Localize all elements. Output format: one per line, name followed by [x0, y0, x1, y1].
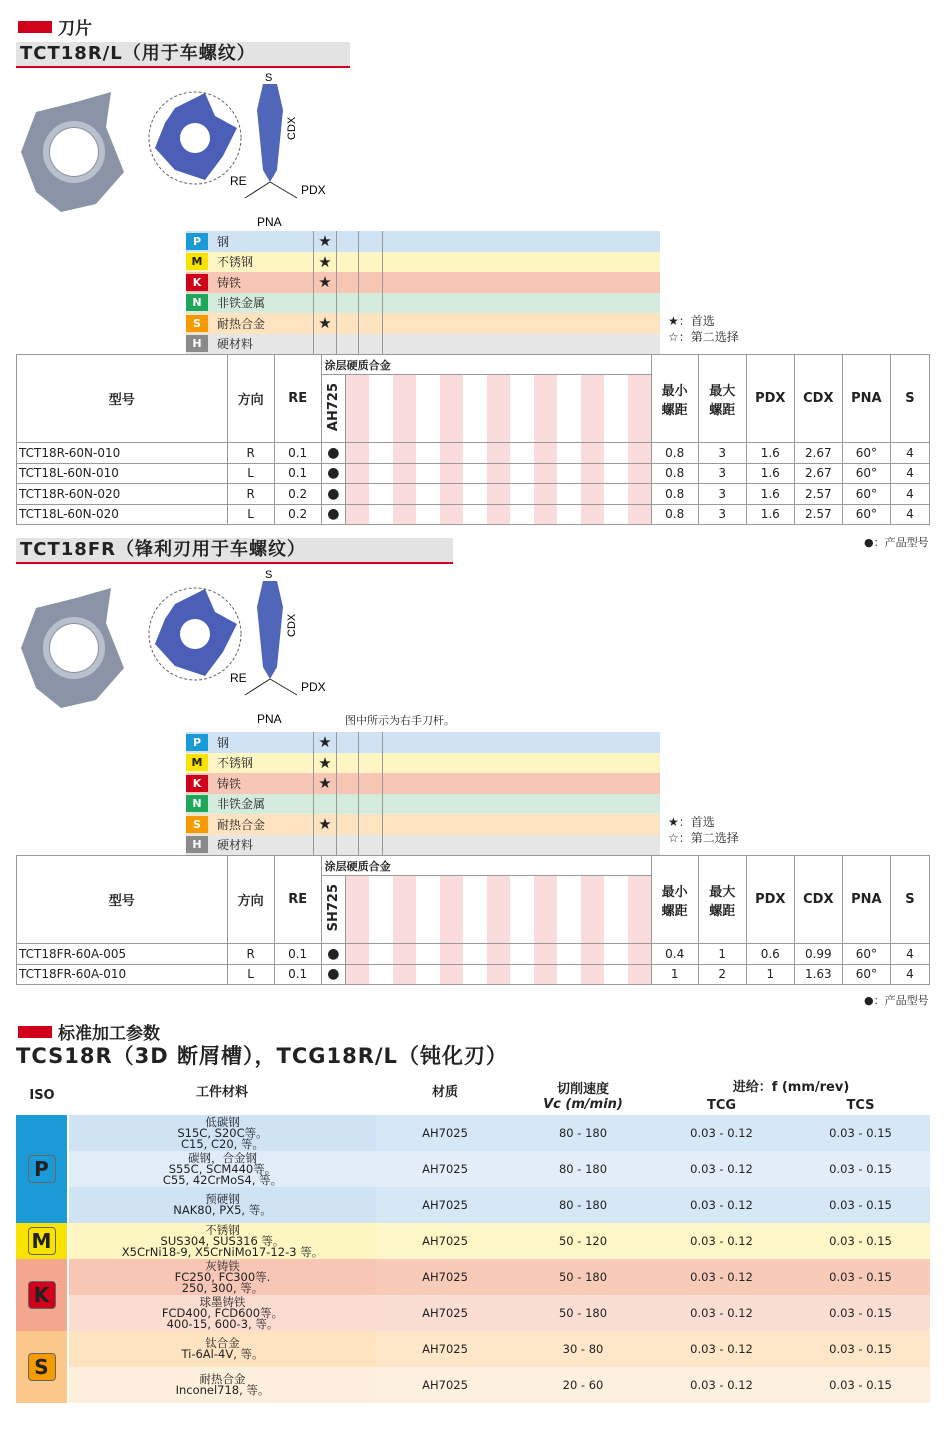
cell-value: 4 — [890, 944, 929, 965]
dimension-diagram-1 — [225, 70, 345, 230]
cell-value: 60° — [842, 944, 890, 965]
cell-value: 60° — [842, 484, 890, 505]
cell-value: 0.8 — [651, 504, 698, 525]
image-note: 图中所示为右手刀杆。 — [345, 714, 455, 727]
cell-grade: AH7025 — [422, 1198, 468, 1212]
hdr-min — [651, 355, 698, 443]
cell-dir: R — [227, 443, 274, 464]
cell-re: 0.2 — [274, 504, 321, 525]
hdr-max2: 螺距 — [709, 402, 736, 418]
wm-line2: NAK80, PX5, 等。 — [173, 1203, 272, 1217]
cell-speed: 80 - 180 — [558, 1162, 608, 1176]
cell-value: 60° — [842, 443, 890, 464]
wm-line2: SUS304, SUS316 等。 — [160, 1233, 285, 1248]
hdr-coat: 涂层硬质合金 — [321, 355, 651, 375]
dim-pdx-1: PDX — [301, 183, 326, 197]
dim-pna-1: PNA — [257, 215, 282, 229]
cell-value: 0.8 — [651, 463, 698, 484]
material-row — [186, 794, 660, 815]
dim-cdx-2: CDX — [286, 613, 298, 637]
material-name: 铸铁 — [217, 275, 242, 290]
iso-cell — [16, 1259, 68, 1331]
cell-model: TCT18L-60N-010 — [17, 463, 228, 484]
hdr-dir: 方向 — [227, 856, 274, 944]
cell-avail: ● — [321, 964, 346, 985]
hdr-pdx: PDX — [746, 856, 794, 944]
iso-code: K — [186, 775, 208, 792]
wm-line1: 碳钢，合金钢 — [188, 1150, 257, 1165]
cell-tcg: 0.03 - 0.12 — [690, 1306, 753, 1320]
dim-s-1: S — [265, 72, 273, 84]
hdr-cdx: CDX — [794, 856, 842, 944]
cell-value: 2.57 — [794, 504, 842, 525]
cell-value: 4 — [890, 504, 929, 525]
cell-tcs: 0.03 - 0.15 — [829, 1378, 892, 1392]
hdr-re: RE — [274, 856, 321, 944]
cell-avail: ● — [321, 944, 346, 965]
hdr-min — [651, 856, 698, 944]
table-row — [17, 944, 930, 965]
section-params-label: 标准加工参数 — [58, 1024, 160, 1044]
cell-re: 0.1 — [274, 443, 321, 464]
footnote-2: ●：产品型号 — [864, 994, 929, 1007]
hdr-iso: ISO — [29, 1087, 55, 1103]
cell-speed: 50 - 180 — [558, 1306, 608, 1320]
iso-p-badge: P — [28, 1155, 56, 1183]
star-mark: ★ — [313, 231, 337, 252]
iso-code: P — [186, 233, 208, 250]
hdr-coat: 涂层硬质合金 — [321, 856, 651, 876]
footnote-1: ●：产品型号 — [864, 536, 929, 549]
section-blade-label: 刀片 — [58, 19, 92, 39]
cell-value: 2.57 — [794, 484, 842, 505]
table-row — [16, 1223, 930, 1259]
dim-pna-2: PNA — [257, 712, 282, 726]
dim-re-2: RE — [230, 671, 247, 685]
cell-speed: 30 - 80 — [562, 1342, 604, 1356]
star-mark: ★ — [313, 313, 337, 334]
cell-value: 1 — [746, 964, 794, 985]
star-mark: ★ — [313, 732, 337, 753]
work-material — [68, 1187, 376, 1223]
hdr-pna: PNA — [842, 355, 890, 443]
cell-value: 1.6 — [746, 463, 794, 484]
hdr-max1: 最大 — [709, 383, 736, 399]
hdr-max2: 螺距 — [709, 903, 736, 919]
cell-tcg: 0.03 - 0.12 — [690, 1198, 753, 1212]
iso-cell — [16, 1331, 68, 1403]
table-row — [16, 1187, 930, 1223]
cell-dir: L — [227, 463, 274, 484]
cell-value: 0.8 — [651, 484, 698, 505]
grade-cell — [321, 375, 346, 443]
cell-grade: AH7025 — [422, 1342, 468, 1356]
iso-cell — [16, 1223, 68, 1259]
cell-tcs: 0.03 - 0.15 — [829, 1198, 892, 1212]
table-row — [16, 1259, 930, 1295]
table-row — [17, 463, 930, 484]
cell-speed: 50 - 120 — [558, 1234, 608, 1248]
star-mark — [313, 334, 337, 355]
iso-s-badge: S — [28, 1353, 56, 1381]
material-row — [186, 753, 660, 774]
hdr-max1: 最大 — [709, 884, 736, 900]
work-material — [68, 1259, 376, 1295]
hdr-max — [698, 856, 746, 944]
iso-m-badge: M — [28, 1227, 56, 1255]
wm-line1: 低碳钢 — [205, 1114, 240, 1129]
cell-avail: ● — [321, 463, 346, 484]
cell-value: 1.6 — [746, 484, 794, 505]
cell-value: 2.67 — [794, 463, 842, 484]
cell-value: 0.4 — [651, 944, 698, 965]
table-row — [17, 443, 930, 464]
material-name: 不锈钢 — [217, 255, 254, 270]
table-row — [17, 484, 930, 505]
cell-value: 4 — [890, 964, 929, 985]
cell-value: 4 — [890, 443, 929, 464]
hdr-max — [698, 355, 746, 443]
table-row — [17, 504, 930, 525]
cell-value: 1 — [651, 964, 698, 985]
material-name: 硬材料 — [217, 838, 254, 853]
hdr-speed — [514, 1075, 652, 1115]
hdr-s: S — [890, 355, 929, 443]
material-row — [186, 293, 660, 314]
wm-line2: Ti-6Al-4V, 等。 — [181, 1347, 264, 1361]
dim-re-1: RE — [230, 174, 247, 188]
iso-code: P — [186, 734, 208, 751]
material-row — [186, 835, 660, 856]
iso-code: M — [186, 253, 208, 270]
cell-dir: L — [227, 964, 274, 985]
hdr-speed-label: 切削速度 — [556, 1082, 609, 1097]
iso-code: S — [186, 315, 208, 332]
cell-avail: ● — [321, 484, 346, 505]
hdr-dir: 方向 — [227, 355, 274, 443]
table-row — [17, 964, 930, 985]
cell-value: 1.63 — [794, 964, 842, 985]
dim-pdx-2: PDX — [301, 680, 326, 694]
iso-code: H — [186, 335, 208, 352]
cell-model: TCT18FR-60A-005 — [17, 944, 228, 965]
iso-code: N — [186, 294, 208, 311]
cell-value: 1.6 — [746, 504, 794, 525]
material-name: 钢 — [217, 234, 230, 249]
material-name: 钢 — [217, 735, 230, 750]
cell-model: TCT18R-60N-010 — [17, 443, 228, 464]
star-mark: ★ — [313, 272, 337, 293]
cell-tcg: 0.03 - 0.12 — [690, 1270, 753, 1284]
hdr-re: RE — [274, 355, 321, 443]
wm-line3: C55, 42CrMoS4, 等。 — [162, 1172, 283, 1187]
cell-value: 3 — [698, 443, 746, 464]
cell-grade: AH7025 — [422, 1162, 468, 1176]
cell-tcs: 0.03 - 0.15 — [829, 1126, 892, 1140]
cell-tcg: 0.03 - 0.12 — [690, 1342, 753, 1356]
cell-value: 1 — [698, 944, 746, 965]
wm-line3: 400-15, 600-3, 等。 — [166, 1316, 279, 1331]
iso-code: M — [186, 754, 208, 771]
product1-title: TCT18R/L（用于车螺纹） — [16, 42, 350, 68]
hdr-model: 型号 — [17, 355, 228, 443]
star-mark — [313, 794, 337, 815]
cell-tcs: 0.03 - 0.15 — [829, 1342, 892, 1356]
section-blade — [18, 14, 92, 39]
iso-code: N — [186, 795, 208, 812]
cell-grade: AH7025 — [422, 1378, 468, 1392]
cell-value: 4 — [890, 484, 929, 505]
product2-title: TCT18FR（锋利刃用于车螺纹） — [16, 538, 453, 564]
cell-model: TCT18L-60N-020 — [17, 504, 228, 525]
wm-line3: X5CrNi18-9, X5CrNiMo17-12-3 等。 — [121, 1244, 324, 1259]
iso-code: K — [186, 274, 208, 291]
wm-line2: S15C, S20C等。 — [177, 1125, 268, 1140]
cell-dir: R — [227, 944, 274, 965]
cell-dir: R — [227, 484, 274, 505]
star-mark — [313, 293, 337, 314]
legend-second: ☆：第二选择 — [668, 831, 739, 845]
work-material — [68, 1367, 376, 1403]
star-mark — [313, 835, 337, 856]
legend-2 — [668, 814, 739, 846]
hdr-tcs: TCS — [846, 1097, 875, 1113]
cell-value: 1.6 — [746, 443, 794, 464]
iso-code: H — [186, 836, 208, 853]
iso-k-badge: K — [28, 1281, 56, 1309]
table-row — [16, 1115, 930, 1151]
cell-re: 0.1 — [274, 964, 321, 985]
hdr-vc: Vc (m/min) — [543, 1097, 623, 1112]
cell-model: TCT18R-60N-020 — [17, 484, 228, 505]
insert-photo-1 — [16, 92, 126, 212]
table-row — [16, 1151, 930, 1187]
cell-value: 60° — [842, 964, 890, 985]
hdr-min2: 螺距 — [661, 402, 688, 418]
table-row — [16, 1331, 930, 1367]
wm-line1: 耐热合金 — [199, 1372, 246, 1386]
wm-line3: C15, C20, 等。 — [181, 1136, 264, 1151]
wm-line2: Inconel718, 等。 — [175, 1383, 270, 1397]
cell-tcs: 0.03 - 0.15 — [829, 1270, 892, 1284]
material-name: 硬材料 — [217, 337, 254, 352]
dimension-diagram-2 — [225, 567, 345, 727]
dim-cdx-1: CDX — [286, 116, 298, 140]
cell-tcg: 0.03 - 0.12 — [690, 1126, 753, 1140]
work-material — [68, 1223, 376, 1259]
grade-cell — [321, 876, 346, 944]
cell-value: 0.99 — [794, 944, 842, 965]
cell-tcs: 0.03 - 0.15 — [829, 1306, 892, 1320]
cell-grade: AH7025 — [422, 1126, 468, 1140]
hdr-tcg: TCG — [706, 1097, 737, 1113]
cell-value: 60° — [842, 504, 890, 525]
cell-avail: ● — [321, 504, 346, 525]
material-row — [186, 814, 660, 835]
spec-table-2 — [16, 855, 930, 985]
cell-value: 0.6 — [746, 944, 794, 965]
grade-label: AH725 — [325, 382, 341, 432]
hdr-min1: 最小 — [661, 383, 688, 399]
grade-label: SH725 — [325, 884, 341, 932]
cell-tcg: 0.03 - 0.12 — [690, 1162, 753, 1176]
cell-speed: 80 - 180 — [558, 1126, 608, 1140]
cell-value: 2.67 — [794, 443, 842, 464]
star-mark: ★ — [313, 252, 337, 273]
cell-grade: AH7025 — [422, 1306, 468, 1320]
wm-line2: FCD400, FCD600等。 — [161, 1305, 284, 1320]
work-material — [68, 1331, 376, 1367]
insert-photo-2 — [16, 588, 126, 708]
star-mark: ★ — [313, 814, 337, 835]
spec-table-1 — [16, 354, 930, 525]
cell-value: 60° — [842, 463, 890, 484]
material-table-1 — [186, 231, 660, 354]
wm-line1: 不锈钢 — [205, 1222, 240, 1237]
wm-line1: 灰铸铁 — [205, 1258, 240, 1273]
work-material — [68, 1151, 376, 1187]
cell-re: 0.2 — [274, 484, 321, 505]
hdr-model: 型号 — [17, 856, 228, 944]
table-row — [16, 1295, 930, 1331]
hdr-work: 工件材料 — [195, 1085, 248, 1100]
material-name: 耐热合金 — [217, 316, 266, 331]
hdr-feed: 进给：f (mm/rev) — [732, 1079, 850, 1095]
cell-tcs: 0.03 - 0.15 — [829, 1234, 892, 1248]
wm-line1: 球墨铸铁 — [199, 1294, 246, 1309]
material-name: 铸铁 — [217, 776, 242, 791]
material-name: 不锈钢 — [217, 756, 254, 771]
cell-grade: AH7025 — [422, 1270, 468, 1284]
work-material — [68, 1115, 376, 1151]
material-name: 耐热合金 — [217, 817, 266, 832]
material-row — [186, 732, 660, 753]
material-row — [186, 272, 660, 293]
legend-first: ★：首选 — [668, 815, 715, 829]
cell-tcg: 0.03 - 0.12 — [690, 1234, 753, 1248]
work-material — [68, 1295, 376, 1331]
cell-tcs: 0.03 - 0.15 — [829, 1162, 892, 1176]
wm-line2: S55C, SCM440等。 — [168, 1161, 277, 1176]
iso-code: S — [186, 816, 208, 833]
material-name: 非铁金属 — [217, 797, 266, 812]
material-row — [186, 334, 660, 355]
param-title: TCS18R（3D 断屑槽），TCG18R/L（钝化刃） — [16, 1044, 508, 1068]
hdr-grade: 材质 — [431, 1085, 458, 1100]
cell-speed: 20 - 60 — [562, 1378, 604, 1392]
cell-re: 0.1 — [274, 463, 321, 484]
star-mark: ★ — [313, 773, 337, 794]
cell-dir: L — [227, 504, 274, 525]
material-table-2 — [186, 732, 660, 855]
param-table — [16, 1075, 930, 1403]
material-row — [186, 313, 660, 334]
hdr-pdx: PDX — [746, 355, 794, 443]
hdr-s: S — [890, 856, 929, 944]
hdr-min1: 最小 — [661, 884, 688, 900]
hdr-min2: 螺距 — [661, 903, 688, 919]
cell-value: 3 — [698, 504, 746, 525]
cell-speed: 80 - 180 — [558, 1198, 608, 1212]
material-row — [186, 231, 660, 252]
iso-cell — [16, 1115, 68, 1223]
cell-speed: 50 - 180 — [558, 1270, 608, 1284]
wm-line1: 钛合金 — [205, 1336, 240, 1350]
material-row — [186, 252, 660, 273]
cell-value: 3 — [698, 463, 746, 484]
cell-value: 2 — [698, 964, 746, 985]
legend-1 — [668, 313, 739, 345]
hdr-pna: PNA — [842, 856, 890, 944]
wm-line3: 250, 300, 等。 — [181, 1280, 264, 1295]
material-name: 非铁金属 — [217, 296, 266, 311]
star-mark: ★ — [313, 753, 337, 774]
dim-s-2: S — [265, 569, 273, 581]
cell-tcg: 0.03 - 0.12 — [690, 1378, 753, 1392]
cell-grade: AH7025 — [422, 1234, 468, 1248]
wm-line2: FC250, FC300等. — [174, 1269, 271, 1284]
hdr-cdx: CDX — [794, 355, 842, 443]
cell-avail: ● — [321, 443, 346, 464]
legend-second: ☆：第二选择 — [668, 330, 739, 344]
table-row — [16, 1367, 930, 1403]
material-row — [186, 773, 660, 794]
cell-value: 0.8 — [651, 443, 698, 464]
cell-model: TCT18FR-60A-010 — [17, 964, 228, 985]
cell-value: 3 — [698, 484, 746, 505]
cell-value: 4 — [890, 463, 929, 484]
cell-re: 0.1 — [274, 944, 321, 965]
wm-line1: 预硬钢 — [205, 1192, 240, 1206]
legend-first: ★：首选 — [668, 314, 715, 328]
